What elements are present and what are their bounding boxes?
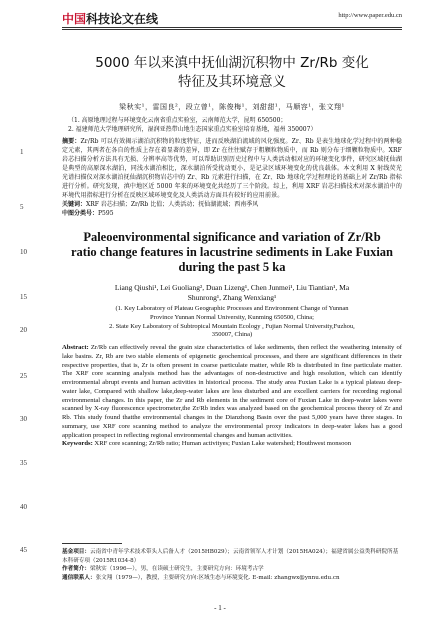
article-body [62, 40, 402, 449]
line-number: 1 [20, 148, 24, 156]
contact-text: 张文翔（1979—），教授，主要研究方向:区域生态与环境变化. E-mail: zhangwx@ynnu.edu.cn [95, 574, 340, 581]
header-rule-thin [62, 29, 402, 30]
line-number: 45 [20, 546, 27, 554]
logo-part-dark: 科技论文在线 [86, 12, 159, 26]
site-url[interactable]: http://www.paper.edu.cn [338, 12, 402, 19]
logo-part-red: 中国 [62, 12, 87, 26]
chinese-classification [62, 209, 402, 218]
english-title-line: Paleoenvironmental significance and variation of Zr/Rb [83, 230, 381, 244]
chinese-title [62, 54, 402, 92]
header-rule [62, 27, 402, 28]
contact-label: 通信联系人： [62, 574, 96, 581]
english-title [62, 230, 402, 275]
classification-label: 中图分类号： [62, 210, 99, 217]
english-authors [62, 283, 402, 303]
line-number: 35 [20, 459, 27, 467]
english-affiliation-line: 350007, China) [211, 331, 253, 339]
funding-note [62, 548, 402, 565]
chinese-keywords-text: XRF 岩芯扫描；Zr/Rb 比值；人类活动；抚仙湖流域；西南季风 [86, 201, 259, 208]
footnote-rule [62, 543, 122, 544]
english-abstract-text: Zr/Rb can effectively reveal the grain size characteristics of lake sediments, then reflect the weathering intensity of lake basins. Zr, Rb are two stable elements of epigenetic geochemical processes, and there are significant differences in their respective properties, that is, Zr is often present in coarse particulate matter, while Rb is distributed in fine particulate matter. The XRF core scanning analysis method has the advantages of non-destructive and high resolution, which can identify environmental abrupt events and human activities in historical process. The study area Fuxian Lake is a typical plateau deep-water lake, Compared with shallow lake,deep-water lakes are less disturbed and are excellent carriers for recording regional environmental changes. In this paper, the Zr and Rb elements in the sediment core of Fuxian Lake in deep-water lakes were scanned by X-ray fluorescence spectrometer,the Zr/Rb index was analyzed based on the geochemical process theory of Zr and Rb. This study found thatthe environmental changes in the Dianzhong Basin over the past 5,000 years have three stages. In summary, use XRF core scanning method to analyze the environmental proxy indicators in deep-water lakes has a good application prospect in reflecting regional environmental changes and human activities. [62, 344, 402, 439]
english-abstract-label: Abstract: [62, 344, 89, 352]
author-bio-note [62, 565, 402, 574]
classification-value: P595 [98, 210, 114, 217]
english-title-line: ratio change features in lacustrine sediments in Lake Fuxian [71, 245, 393, 259]
english-keywords-label: Keywords: [62, 440, 93, 448]
english-affiliation-line: Province Yunnan Normal University, Kunming 650500, China; [150, 313, 314, 321]
site-logo[interactable] [62, 10, 158, 27]
line-number: 5 [20, 203, 24, 211]
line-number: 10 [20, 248, 27, 256]
page-number: - 1 - [214, 604, 226, 612]
contact-note [62, 574, 402, 583]
english-authors-line: Liang Qiushi¹, Lei Guoliang², Duan Lizeng¹, Chen Junmei¹, Liu Tiantian¹, Ma [114, 283, 350, 292]
english-abstract [62, 344, 402, 440]
english-affiliations [62, 305, 402, 340]
author-bio-text: 梁秋实（1996—），男，在读硕士研究生，主要研究方向：环境考古学 [89, 566, 264, 572]
english-authors-line: Shunrong¹, Zhang Wenxiang¹ [187, 293, 277, 302]
chinese-authors: 梁秋实¹，雷国良²，段立曾¹，陈俊梅¹，刘甜甜¹，马顺容¹，张文翔¹ [119, 103, 345, 111]
line-number: 25 [20, 372, 27, 380]
line-number: 30 [20, 415, 27, 423]
line-number: 15 [20, 293, 27, 301]
chinese-abstract-label: 摘要： [62, 138, 81, 145]
funding-label: 基金项目： [62, 549, 90, 555]
english-title-line: during the past 5 ka [178, 260, 286, 274]
funding-text: 云南省中青年学术技术带头人后备人才（2015HB029）；云南省领军人才计划（2015HA024）；福建省属公益类科研院所基本科研专项（2015R1034-8） [62, 549, 399, 564]
english-affiliation-line: 2. State Key Laboratory of Subtropical Mountain Ecology , Fujian Normal University,Fuzhou, [109, 322, 355, 330]
line-number: 40 [20, 503, 27, 511]
footnotes [62, 543, 402, 582]
line-number: 20 [20, 326, 27, 334]
chinese-affiliation: （1. 高原地理过程与环境变化云南省重点实验室，云南师范大学，昆明 650500； [68, 117, 287, 124]
chinese-abstract [62, 137, 402, 200]
english-keywords-text: XRF core scanning; Zr/Rb ratio; Human activityes; Fuxian Lake watershed; Houthwest monsoon [92, 440, 351, 448]
english-keywords [62, 440, 402, 449]
chinese-title-line: 5000 年以来滇中抚仙湖沉积物中 Zr/Rb 变化 [95, 55, 369, 71]
chinese-title-line: 特征及其环境意义 [178, 74, 286, 90]
chinese-abstract-text: Zr/Rb 可以有效揭示湖泊沉积物的粒度特征，进而反映湖泊流域的风化强度。Zr、Rb 是表生地球化学过程中的两种稳定元素，其两者在各自的性质上存在着显著的差异，即 Zr 在往往赋存于粗颗粒物质中，而 Rb 则分布于细颗粒物质中。XRF 岩芯扫描分析方法具有无损、分辨率高等优势，可以帮助识别历史过程中与人类活动相对应的环境变化事件，研究区域抚仙湖是典型的高原深水湖泊，同浅水湖泊相比，深水湖泊所受扰动更小，是记录区域环境变化的优良载体。本文利用 X 射线荧光光谱扫描仪对深水湖泊抚仙湖沉积物岩芯中的 Zr、Rb 元素进行扫描，在 Zr、Rb 地球化学过程理论的基础上对 Zr/Rb 指标进行分析。研究发现，滇中地区近 5000 年来的环境变化共经历了三个阶段。综上，利用 XRF 岩芯扫描技术对深水湖泊中的环境代用指标进行分析在反映区域环境变化及人类活动方面具有较好的应用前景。 [62, 138, 403, 199]
english-affiliation-line: (1. Key Laboratory of Plateau Geographic Processes and Environment Change of Yunnan [115, 305, 349, 312]
chinese-affiliation: 2. 福建师范大学地理研究所，湿润亚热带山地生态国家重点实验室培育基地，福州 350007） [68, 126, 317, 133]
chinese-keywords-label: 关键词： [62, 201, 87, 208]
chinese-keywords [62, 200, 402, 209]
author-bio-label: 作者简介： [62, 566, 90, 572]
chinese-affiliations [62, 116, 402, 134]
page-header [62, 10, 402, 40]
